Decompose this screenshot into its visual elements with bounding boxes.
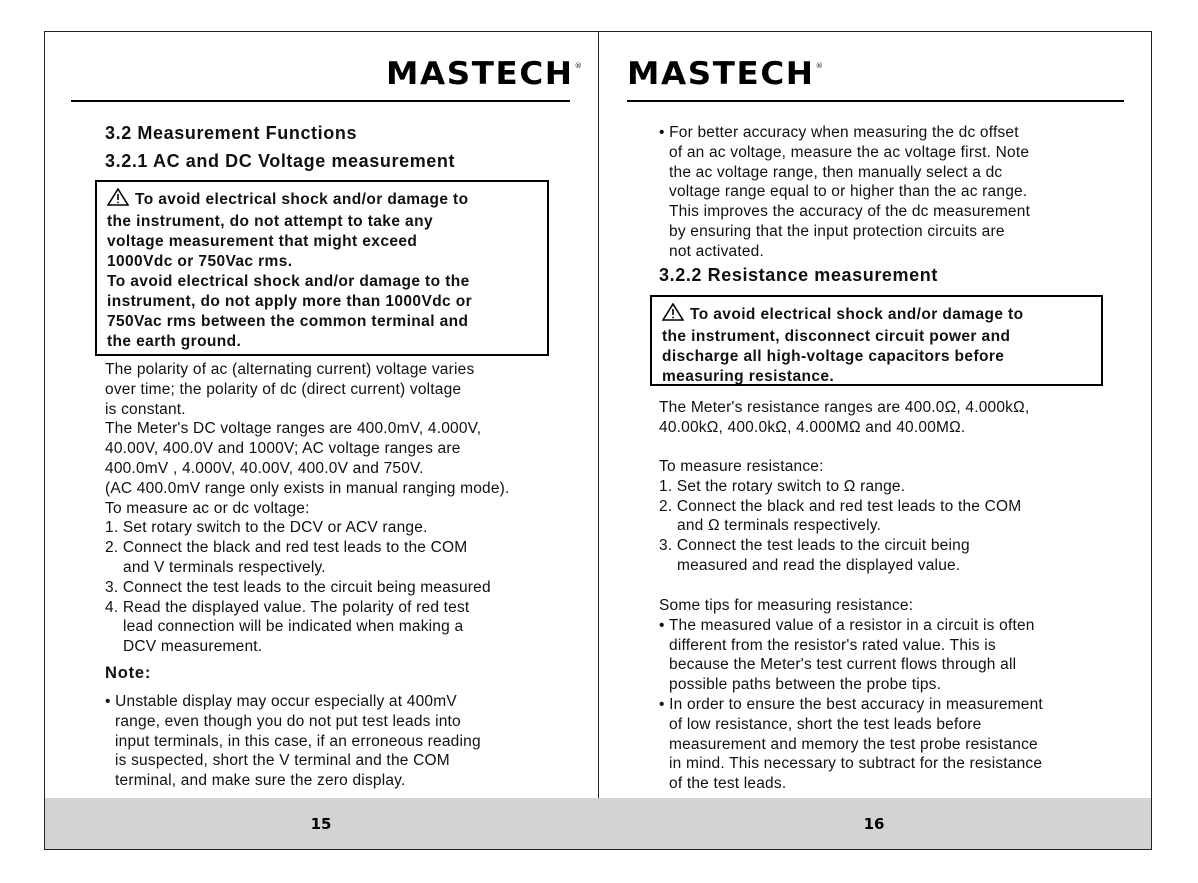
dc-offset-tip — [659, 123, 1030, 262]
step-line: lead connection will be indicated when making a — [123, 618, 464, 636]
step-line: 3. Connect the test leads to the circuit being — [659, 537, 970, 555]
subsection-heading: 3.2.1 AC and DC Voltage measurement — [105, 151, 456, 171]
step-line: 2. Connect the black and red test leads to the COM — [105, 539, 468, 557]
warning-triangle-icon — [107, 188, 135, 212]
step-line: 4. Read the displayed value. The polarity of red test — [105, 598, 470, 616]
step-line: and Ω terminals respectively. — [677, 517, 882, 535]
tip-line: in mind. This necessary to subtract for the resistance — [669, 755, 1043, 773]
step-line: 1. Set the rotary switch to Ω range. — [659, 477, 906, 495]
voltage-warning-box — [95, 180, 549, 356]
step-line: measured and read the displayed value. — [677, 556, 961, 574]
voltage-body-text — [105, 360, 510, 657]
body-line: 400.0mV , 4.000V, 40.00V, 400.0V and 750V. — [105, 459, 424, 477]
page-number-left: 15 — [310, 815, 332, 833]
warning-triangle-icon — [662, 303, 690, 327]
tip-line: • For better accuracy when measuring the dc offset — [659, 124, 1019, 141]
body-line: over time; the polarity of dc (direct current) voltage — [105, 380, 462, 398]
header-rule-right — [627, 100, 1124, 102]
resistance-steps-text — [659, 457, 1021, 576]
tip-line: of an ac voltage, measure the ac voltage first. Note — [669, 143, 1030, 161]
warning-line: To avoid electrical shock and/or damage to — [107, 188, 537, 212]
step-line: and V terminals respectively. — [123, 558, 326, 576]
note-line: terminal, and make sure the zero display. — [115, 772, 406, 790]
footer-band — [45, 798, 1151, 849]
body-line: 40.00V, 400.0V and 1000V; AC voltage ranges are — [105, 440, 461, 458]
resistance-warning-box — [650, 295, 1103, 386]
tip-line: of the test leads. — [669, 775, 787, 793]
warning-line: measuring resistance. — [662, 368, 835, 385]
tip-line: of low resistance, short the test leads before — [669, 715, 982, 733]
warning-line: 750Vac rms between the common terminal and — [107, 313, 469, 330]
tip-line: because the Meter's test current flows through all — [669, 656, 1017, 674]
step-line: 2. Connect the black and red test leads to the COM — [659, 497, 1022, 515]
resistance-heading: 3.2.2 Resistance measurement — [659, 265, 938, 285]
tip-line: Some tips for measuring resistance: — [659, 597, 914, 614]
ranges-line: The Meter's resistance ranges are 400.0Ω, 4.000kΩ, — [659, 399, 1030, 416]
header-rule-left — [71, 100, 570, 102]
body-line: The polarity of ac (alternating current) voltage varies — [105, 361, 475, 378]
tip-line: measurement and memory the test probe resistance — [669, 735, 1038, 753]
tip-line: • In order to ensure the best accuracy in measurement — [659, 695, 1043, 713]
note-line: range, even though you do not put test leads into — [115, 712, 461, 730]
note-line: • Unstable display may occur especially at 400mV — [105, 693, 457, 710]
page-divider — [598, 31, 599, 850]
warning-line: 1000Vdc or 750Vac rms. — [107, 253, 293, 270]
resistance-tips-text — [659, 596, 1043, 794]
warning-line: the instrument, do not attempt to take any — [107, 213, 433, 230]
step-line: DCV measurement. — [123, 638, 263, 656]
body-line: To measure ac or dc voltage: — [105, 499, 310, 517]
warning-line: To avoid electrical shock and/or damage to — [662, 303, 1091, 327]
note-heading: Note: — [105, 664, 152, 682]
step-line: 1. Set rotary switch to the DCV or ACV range. — [105, 519, 428, 537]
tip-line: not activated. — [669, 242, 764, 260]
note-text — [105, 692, 481, 791]
warning-line: the earth ground. — [107, 333, 242, 350]
body-line: The Meter's DC voltage ranges are 400.0mV, 4.000V, — [105, 420, 482, 438]
section-heading: 3.2 Measurement Functions — [105, 123, 358, 143]
step-line: 3. Connect the test leads to the circuit being measured — [105, 578, 491, 596]
warning-line: voltage measurement that might exceed — [107, 233, 418, 250]
warning-line: instrument, do not apply more than 1000Vdc or — [107, 293, 473, 310]
step-line: To measure resistance: — [659, 458, 824, 475]
body-line: is constant. — [105, 400, 186, 418]
page-number-right: 16 — [863, 815, 885, 833]
tip-line: by ensuring that the input protection circuits are — [669, 222, 1005, 240]
tip-line: • The measured value of a resistor in a circuit is often — [659, 616, 1035, 634]
resistance-ranges-text — [659, 398, 1029, 438]
note-line: is suspected, short the V terminal and the COM — [115, 752, 450, 770]
tip-line: different from the resistor's rated value. This is — [669, 636, 996, 654]
tip-line: voltage range equal to or higher than the ac range. — [669, 183, 1028, 201]
ranges-line: 40.00kΩ, 400.0kΩ, 4.000MΩ and 40.00MΩ. — [659, 418, 966, 436]
tip-line: possible paths between the probe tips. — [669, 676, 942, 694]
tip-line: the ac voltage range, then manually select a dc — [669, 163, 1003, 181]
warning-line: the instrument, disconnect circuit power and — [662, 328, 1011, 345]
brand-logo-right: MASTECH® — [627, 56, 825, 92]
tip-line: This improves the accuracy of the dc measurement — [669, 203, 1031, 221]
note-line: input terminals, in this case, if an erroneous reading — [115, 732, 481, 750]
brand-logo-left: MASTECH® — [386, 56, 584, 92]
body-line: (AC 400.0mV range only exists in manual ranging mode). — [105, 479, 510, 497]
warning-line: To avoid electrical shock and/or damage to the — [107, 273, 470, 290]
warning-line: discharge all high-voltage capacitors before — [662, 348, 1005, 365]
